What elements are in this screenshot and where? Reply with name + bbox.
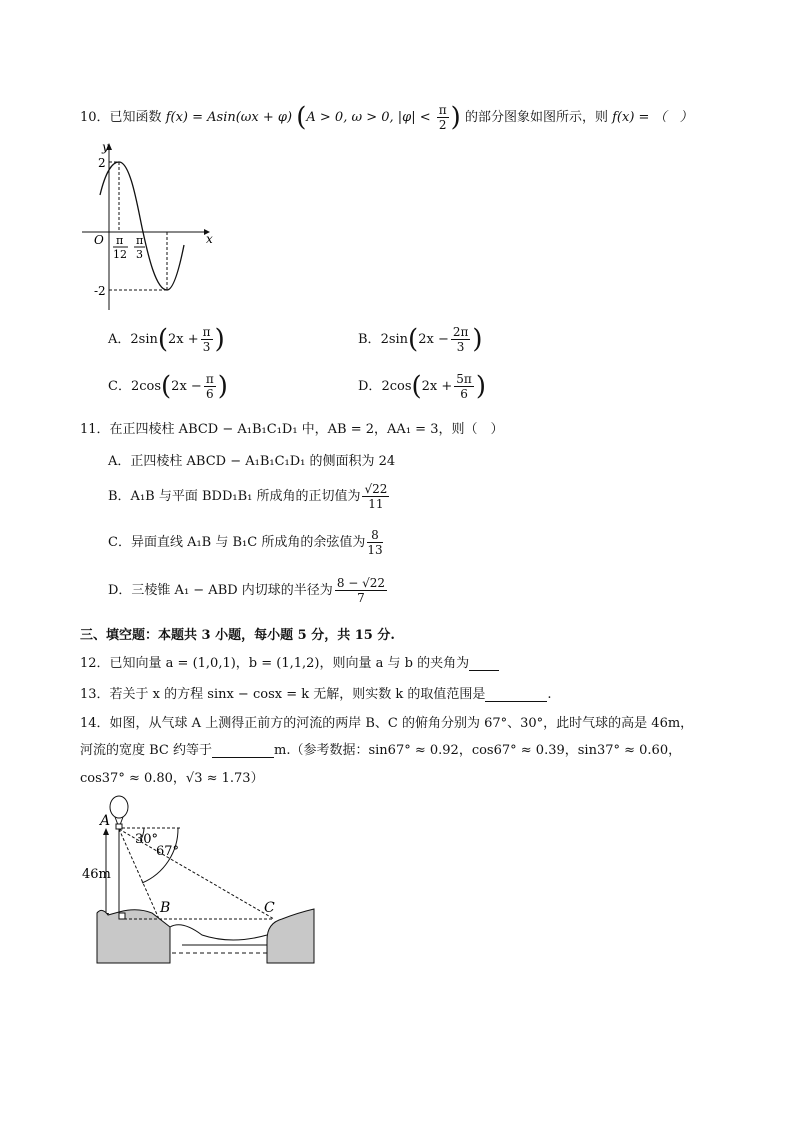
tick1-den: 12 — [113, 248, 127, 261]
left-bank — [97, 910, 170, 963]
y-label: y — [102, 140, 109, 154]
q10-condition: A > 0, ω > 0, |φ| < — [306, 110, 431, 125]
label-b: B — [160, 900, 171, 916]
q11-option-c[interactable]: C．异面直线 A₁B 与 B₁C 所成角的余弦值为 $\frac{8}{13}$ — [108, 528, 383, 557]
q13-blank[interactable] — [485, 688, 547, 702]
q10-option-d[interactable]: D．2cos(2x + $\frac{5\pi}{6}$ ) — [358, 371, 486, 402]
q10-number: 10． — [80, 110, 110, 125]
q10-pi-over-2: $\frac{\pi}{2}$ — [438, 103, 447, 132]
y-max-label: 2 — [98, 156, 106, 170]
right-angle-mark — [119, 913, 125, 919]
origin-label: O — [94, 233, 104, 247]
q10-option-c[interactable]: C．2cos(2x − $\frac{\pi}{6}$ ) — [108, 371, 228, 402]
q10-option-a[interactable]: A．2sin(2x + $\frac{\pi}{3}$ ) — [108, 324, 225, 355]
q10-post: 的部分图象如图所示，则 — [464, 110, 608, 125]
label-a: A — [100, 813, 111, 829]
tick2-num: π — [136, 234, 144, 247]
q12: 12．已知向量 a = (1,0,1)，b = (1,1,2)，则向量 a 与 b 的夹角为 — [80, 652, 499, 671]
x-label: x — [206, 232, 213, 246]
balloon-icon — [110, 796, 128, 818]
q10-function: f(x) = Asin(ωx + φ) — [165, 110, 293, 125]
tick1-num: π — [116, 234, 124, 247]
y-min-label: -2 — [94, 284, 106, 298]
q13: 13．若关于 x 的方程 sinx − cosx = k 无解，则实数 k 的取值范围是 . — [80, 687, 552, 702]
q14-blank[interactable] — [212, 744, 274, 758]
q10-stem: 10．已知函数 f(x) = Asin(ωx + φ) (A > 0, ω > 0, |φ| < $\frac{\pi}{2}$ ) 的部分图象如图所示，则 f(x) = （ ） — [80, 102, 693, 133]
label-angle-67: 67° — [156, 844, 180, 859]
q14-line2: 河流的宽度 BC 约等于 m.（参考数据：sin67° ≈ 0.92，cos67° ≈ 0.39，sin37° ≈ 0.60， — [80, 743, 682, 758]
sine-curve — [100, 162, 184, 290]
q10-answer-paren: f(x) = （ ） — [612, 110, 693, 125]
q11-option-b[interactable]: B．A₁B 与平面 BDD₁B₁ 所成角的正切值为 $\frac{√22}{11}$ — [108, 482, 388, 511]
label-height: 46m — [82, 867, 111, 882]
balloon-basket — [116, 824, 122, 829]
right-bank — [267, 909, 314, 963]
label-c: C — [264, 900, 275, 916]
section-3-heading: 三、填空题：本题共 3 小题，每小题 5 分，共 15 分. — [80, 628, 395, 643]
q10-option-b[interactable]: B．2sin(2x − $\frac{2\pi}{3}$ ) — [358, 324, 483, 355]
label-angle-30: 30° — [135, 832, 159, 847]
q11-stem: 11．在正四棱柱 ABCD − A₁B₁C₁D₁ 中，AB = 2，AA₁ = 3，则（ ） — [80, 422, 504, 437]
arrow-up — [103, 828, 109, 835]
q10-pre: 已知函数 — [109, 110, 162, 125]
q14-line3: cos37° ≈ 0.80，√3 ≈ 1.73） — [80, 771, 264, 786]
q11-option-d[interactable]: D．三棱锥 A₁ − ABD 内切球的半径为 $\frac{8 - √22}{7}$ — [108, 576, 386, 605]
tick2-den: 3 — [136, 248, 143, 261]
q11-option-a[interactable]: A．正四棱柱 ABCD − A₁B₁C₁D₁ 的侧面积为 24 — [108, 454, 396, 469]
q10-graph — [76, 140, 216, 315]
q12-blank[interactable] — [469, 657, 499, 671]
q14-figure — [82, 795, 322, 970]
q14-line1: 14．如图，从气球 A 上测得正前方的河流的两岸 B、C 的俯角分别为 67°、30°，此时气球的高是 46m， — [80, 716, 694, 731]
river-line-1 — [170, 925, 267, 940]
